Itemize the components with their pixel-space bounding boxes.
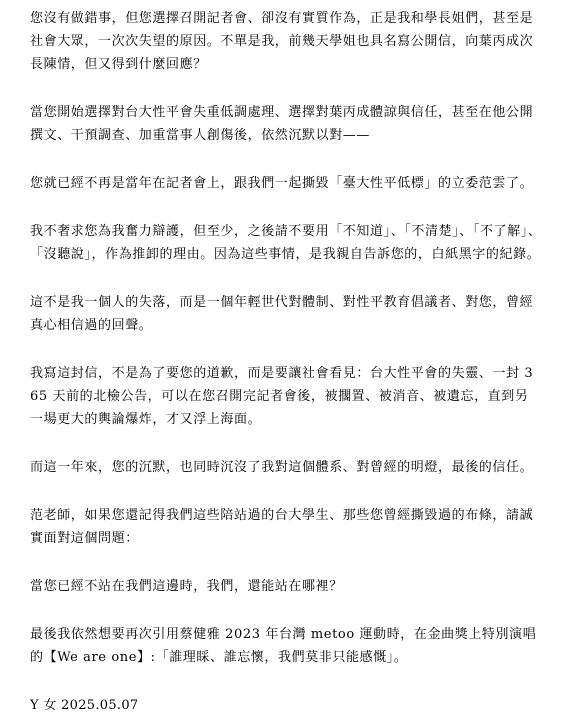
paragraph: 當您已經不站在我們這邊時，我們，還能站在哪裡？: [30, 579, 343, 594]
paragraph: 您就已經不再是當年在記者會上，跟我們一起撕毀「臺大性平低標」的立委范雲了。: [30, 176, 534, 191]
paragraph: 我不奢求您為我奮力辯護，但至少，之後請不要用「不知道」、「不清楚」、「不了解」、「沒聽說」，作為推卸的理由。因為這些事情，是我親自告訴您的，白紙黑字的紀錄。: [30, 224, 542, 262]
paragraph: 最後我依然想要再次引用蔡健雅 2023 年台灣 metoo 運動時，在金曲獎上特別演唱的【We are one】:「誰理睬、誰忘懷，我們莫非只能感慨」。: [30, 627, 537, 665]
paragraph: 當您開始選擇對台大性平會失重低調處理、選擇對葉丙成體諒與信任，甚至在他公開撰文、干預調查、加重當事人創傷後，依然沉默以對——: [30, 105, 534, 143]
paragraph: 您沒有做錯事，但您選擇召開記者會、卻沒有實質作為，正是我和學長姐們，甚至是社會大眾，一次次失望的原因。不單是我，前幾天學姐也具名寫公開信，向葉丙成次長陳情，但又得到什麼回應？: [30, 11, 534, 72]
paragraph: 我寫這封信，不是為了要您的道歉，而是要讓社會看見：台大性平會的失靈、一封 365 天前的北檢公告，可以在您召開完記者會後，被擱置、被消音、被遺忘，直到另一場更大的輿論爆炸，才又浮上海面。: [30, 366, 534, 427]
paragraph: 這不是我一個人的失落，而是一個年輕世代對體制、對性平教育倡議者、對您，曾經真心相信過的回聲。: [30, 295, 534, 333]
signature: Y 女 2025.05.07: [30, 698, 139, 713]
paragraph: 而這一年來，您的沉默，也同時沉沒了我對這個體系、對曾經的明燈，最後的信任。: [30, 460, 534, 475]
paragraph: 范老師，如果您還記得我們這些陪站過的台大學生、那些您曾經撕毀過的布條，請誠實面對這個問題：: [30, 508, 534, 546]
